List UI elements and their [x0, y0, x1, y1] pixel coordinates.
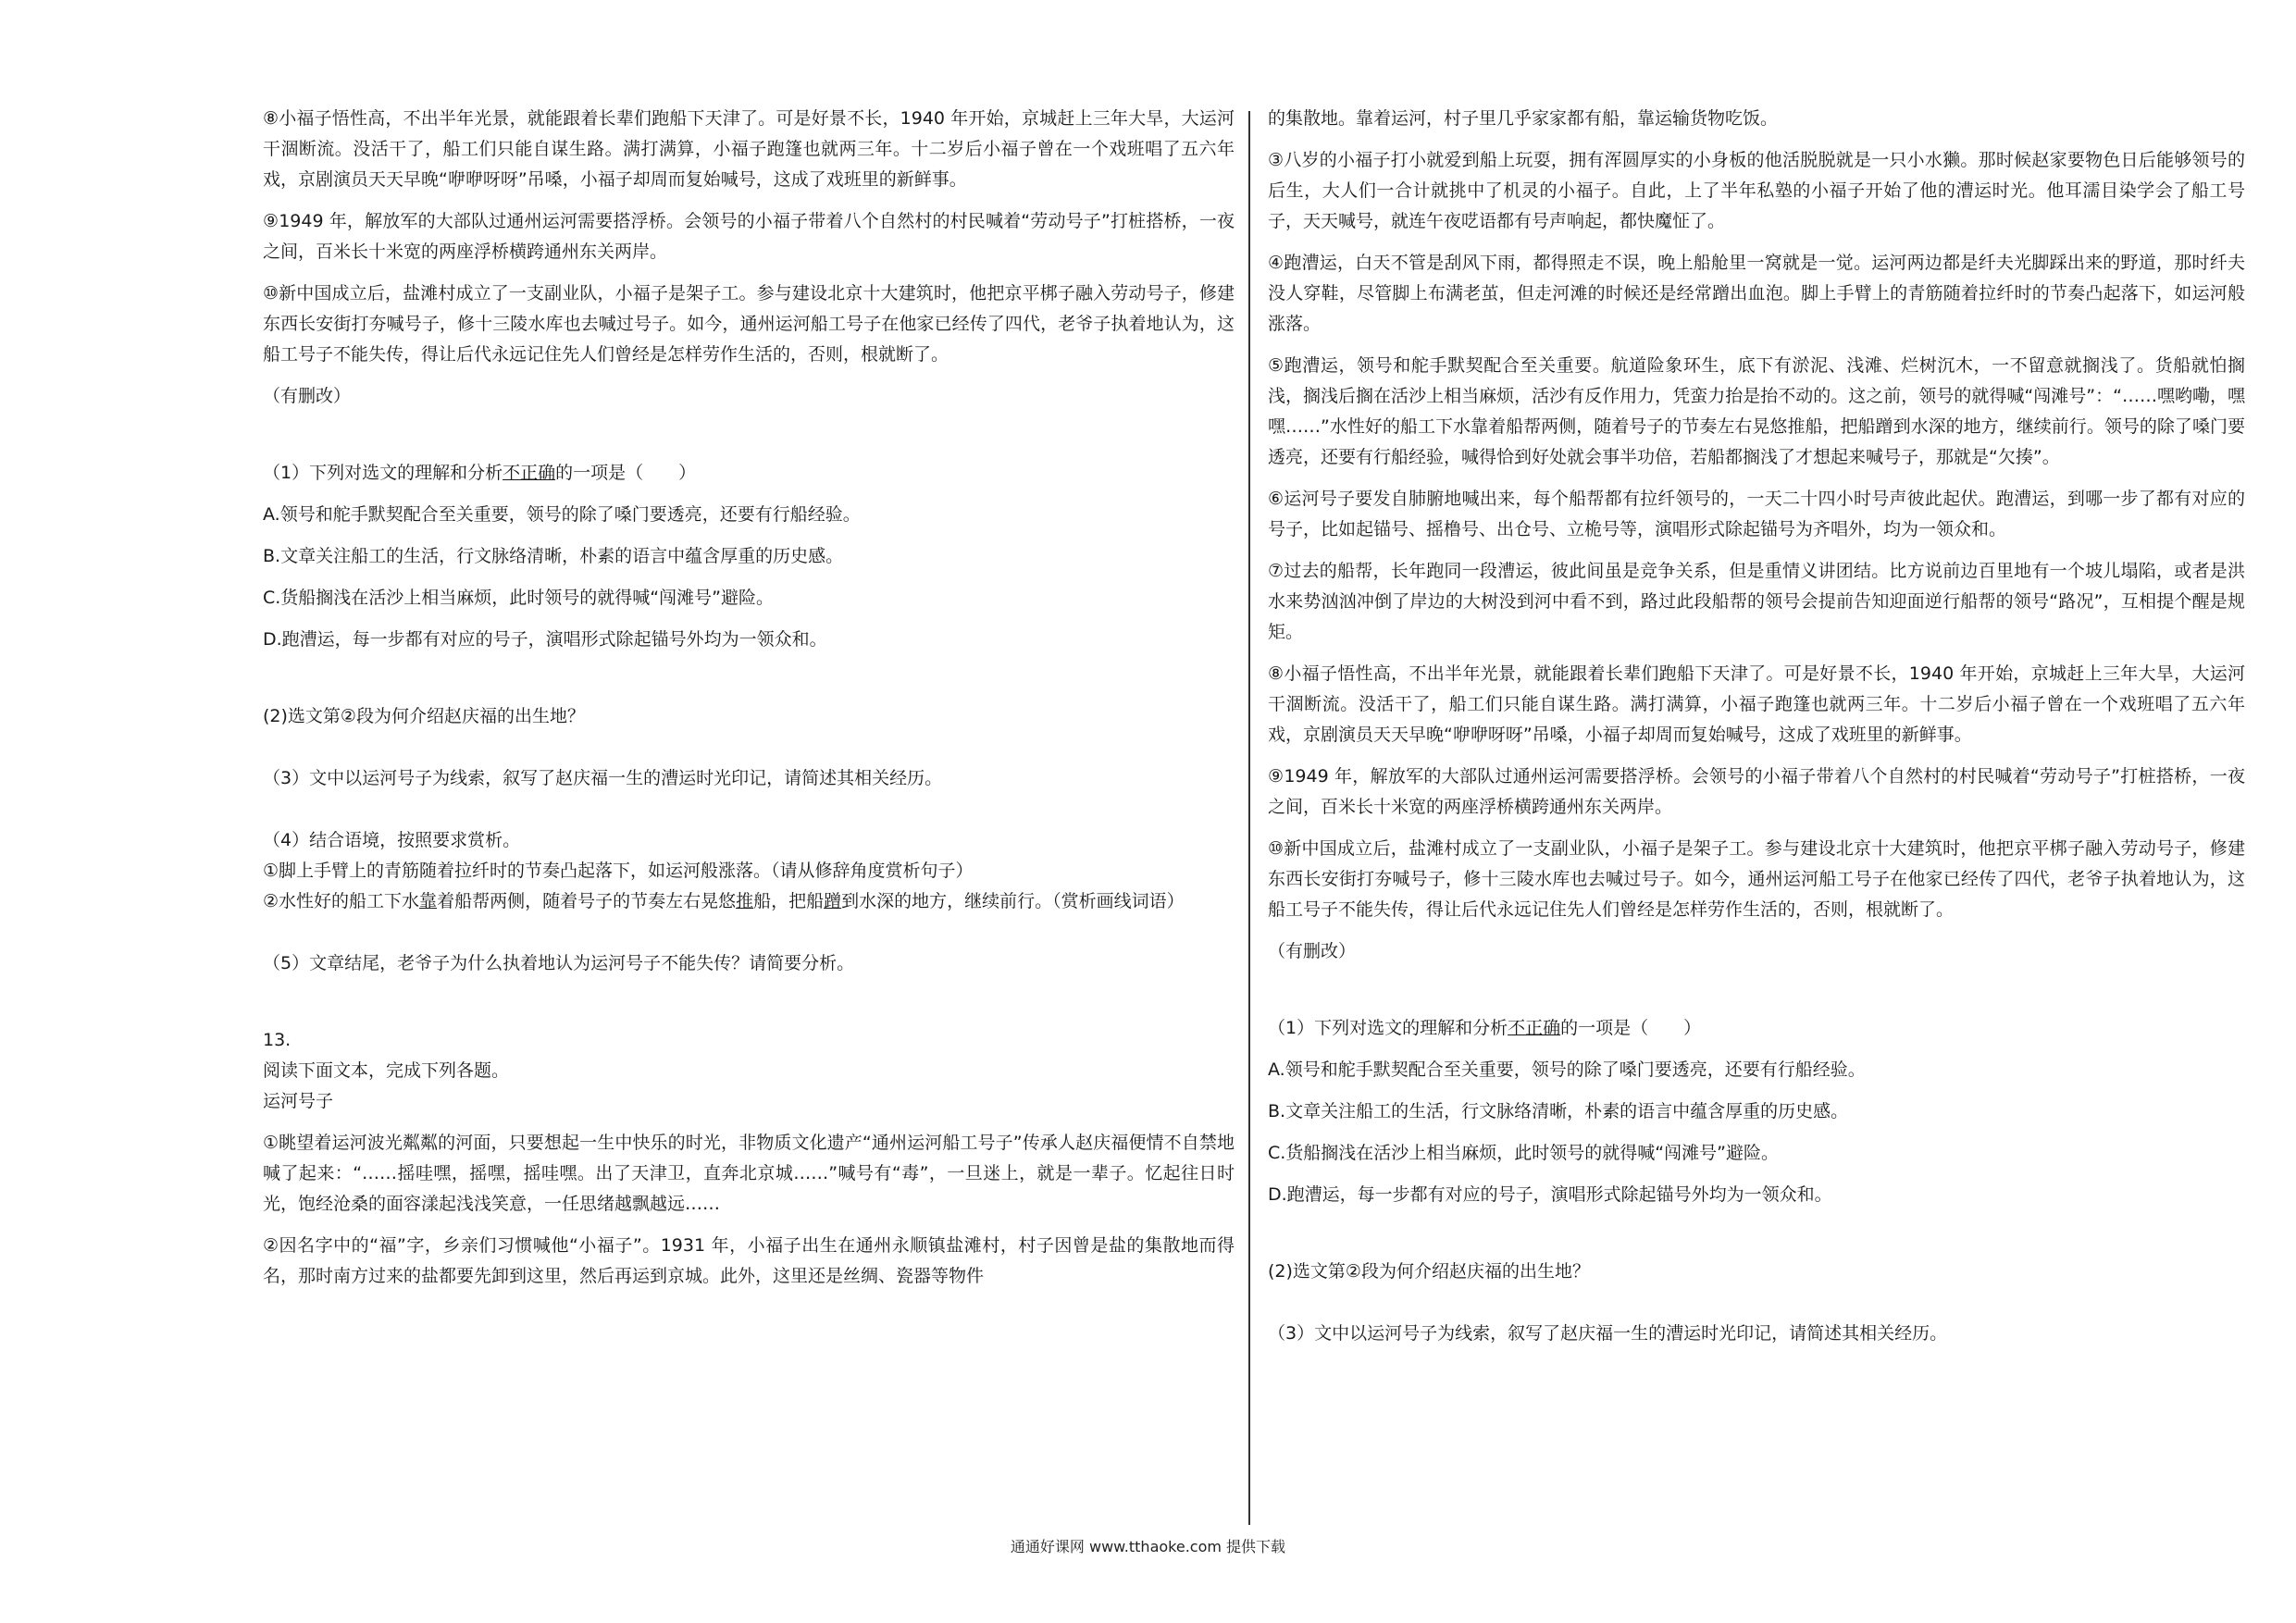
underlined-keyword: 不正确 [1508, 1018, 1561, 1038]
paragraph-2-end: 的集散地。靠着运河，村子里几乎家家都有船，靠运输货物吃饭。 [1268, 108, 1779, 129]
option-a: A.领号和舵手默契配合至关重要，领号的除了嗓门要透亮，还要有行船经验。 [263, 504, 861, 525]
instructions: 阅读下面文本，完成下列各题。 [263, 1060, 510, 1081]
option-d: D.跑漕运，每一步都有对应的号子，演唱形式除起锚号外均为一领众和。 [1268, 1184, 1832, 1205]
option-b: B.文章关注船工的生活，行文脉络清晰，朴素的语言中蕴含厚重的历史感。 [263, 546, 844, 566]
paragraph-9: ⑨1949 年，解放军的大部队过通州运河需要搭浮桥。会领号的小福子带着八个自然村的村民喊着“劳动号子”打桩搭桥，一夜之间，百米长十米宽的两座浮桥横跨通州东关两岸。 [263, 211, 1235, 262]
question-4: （4）结合语境，按照要求赏析。 [263, 830, 521, 850]
question-1: （1）下列对选文的理解和分析不正确的一项是（ ） [1268, 1018, 1702, 1038]
source-note: （有删改） [1268, 941, 1357, 961]
question-number: 13. [263, 1030, 292, 1050]
paragraph-3: ③八岁的小福子打小就爱到船上玩耍，拥有浑圆厚实的小身板的他活脱脱就是一只小水獭。那时候赵家要物色日后能够领号的后生，大人们一合计就挑中了机灵的小福子。自此，上了半年私塾的小福子开始了他的漕运时光。他耳濡目染学会了船工号子，天天喊号，就连午夜呓语都有号声响起，都快魔怔了。 [1268, 150, 2245, 231]
question-2: (2)选文第②段为何介绍赵庆福的出生地？ [263, 706, 585, 726]
option-c: C.货船搁浅在活沙上相当麻烦，此时领号的就得喊“闯滩号”避险。 [263, 588, 774, 608]
paragraph-1: ①眺望着运河波光粼粼的河面，只要想起一生中快乐的时光，非物质文化遗产“通州运河船工号子”传承人赵庆福便情不自禁地喊了起来：“……摇哇嘿，摇嘿，摇哇嘿。出了天津卫，直奔北京城……”喊号有“毒”，一旦迷上，就是一辈子。忆起往日时光，饱经沧桑的面容漾起浅浅笑意，一任思绪越飘越远…… [263, 1133, 1235, 1214]
question-3: （3）文中以运河号子为线索，叙写了赵庆福一生的漕运时光印记，请简述其相关经历。 [263, 768, 943, 788]
paragraph-8: ⑧小福子悟性高，不出半年光景，就能跟着长辈们跑船下天津了。可是好景不长，1940 年开始，京城赶上三年大旱，大运河干涸断流。没活干了，船工们只能自谋生路。满打满算，小福子跑篷也就两三年。十二岁后小福子曾在一个戏班唱了五六年戏，京剧演员天天早晚“咿咿呀呀”吊嗓，小福子却周而复始喊号，这成了戏班里的新鲜事。 [263, 108, 1235, 190]
paragraph-5: ⑤跑漕运，领号和舵手默契配合至关重要。航道险象环生，底下有淤泥、浅滩、烂树沉木，一不留意就搁浅了。货船就怕搁浅，搁浅后搁在活沙上相当麻烦，活沙有反作用力，凭蛮力抬是抬不动的。这之前，领号的就得喊“闯滩号”：“……嘿哟嘞，嘿嘿……”水性好的船工下水靠着船帮两侧，随着号子的节奏左右晃悠推船，把船蹭到水深的地方，继续前行。领号的除了嗓门要透亮，还要有行船经验，喊得恰到好处就会事半功倍，若船都搁浅了才想起来喊号子，那就是“欠揍”。 [1268, 355, 2245, 467]
right-column [1268, 104, 2245, 1360]
column-divider [1248, 111, 1250, 1525]
option-d: D.跑漕运，每一步都有对应的号子，演唱形式除起锚号外均为一领众和。 [263, 629, 827, 650]
article-title: 运河号子 [263, 1091, 334, 1111]
question-3: （3）文中以运河号子为线索，叙写了赵庆福一生的漕运时光印记，请简述其相关经历。 [1268, 1323, 1948, 1344]
option-a: A.领号和舵手默契配合至关重要，领号的除了嗓门要透亮，还要有行船经验。 [1268, 1059, 1866, 1080]
option-b: B.文章关注船工的生活，行文脉络清晰，朴素的语言中蕴含厚重的历史感。 [1268, 1101, 1849, 1121]
question-5: （5）文章结尾，老爷子为什么执着地认为运河号子不能失传？请简要分析。 [263, 953, 855, 973]
question-4-item-1: ①脚上手臂上的青筋随着拉纤时的节奏凸起落下，如运河般涨落。（请从修辞角度赏析句子） [263, 861, 974, 881]
paragraph-7: ⑦过去的船帮，长年跑同一段漕运，彼此间虽是竞争关系，但是重情义讲团结。比方说前边百里地有一个坡儿塌陷，或者是洪水来势汹汹冲倒了岸边的大树没到河中看不到，路过此段船帮的领号会提前告知迎面逆行船帮的领号“路况”，互相提个醒是规矩。 [1268, 561, 2245, 642]
page-footer: 通通好课网 www.tthaoke.com 提供下载 [1010, 1538, 1286, 1555]
paragraph-2: ②因名字中的“福”字，乡亲们习惯喊他“小福子”。1931 年，小福子出生在通州永顺镇盐滩村，村子因曾是盐的集散地而得名，那时南方过来的盐都要先卸到这里，然后再运到京城。此外，这里还是丝绸、瓷器等物件 [263, 1235, 1235, 1286]
paragraph-9: ⑨1949 年，解放军的大部队过通州运河需要搭浮桥。会领号的小福子带着八个自然村的村民喊着“劳动号子”打桩搭桥，一夜之间，百米长十米宽的两座浮桥横跨通州东关两岸。 [1268, 766, 2245, 817]
paragraph-10: ⑩新中国成立后，盐滩村成立了一支副业队，小福子是架子工。参与建设北京十大建筑时，他把京平梆子融入劳动号子，修建东西长安街打夯喊号子，修十三陵水库也去喊过号子。如今，通州运河船工号子在他家已经传了四代，老爷子执着地认为，这船工号子不能失传，得让后代永远记住先人们曾经是怎样劳作生活的，否则，根就断了。 [1268, 838, 2245, 920]
underlined-keyword: 不正确 [503, 463, 556, 483]
source-note: （有删改） [263, 386, 352, 406]
left-column [263, 104, 1235, 1303]
paragraph-6: ⑥运河号子要发自肺腑地喊出来，每个船帮都有拉纤领号的，一天二十四小时号声彼此起伏。跑漕运，到哪一步了都有对应的号子，比如起锚号、摇橹号、出仓号、立桅号等，演唱形式除起锚号为齐唱外，均为一领众和。 [1268, 489, 2245, 539]
underlined-word: 蹭 [824, 891, 842, 911]
paragraph-4: ④跑漕运，白天不管是刮风下雨，都得照走不误，晚上船舱里一窝就是一觉。运河两边都是纤夫光脚踩出来的野道，那时纤夫没人穿鞋，尽管脚上布满老茧，但走河滩的时候还是经常蹭出血泡。脚上手臂上的青筋随着拉纤时的节奏凸起落下，如运河般涨落。 [1268, 253, 2245, 334]
paragraph-10: ⑩新中国成立后，盐滩村成立了一支副业队，小福子是架子工。参与建设北京十大建筑时，他把京平梆子融入劳动号子，修建东西长安街打夯喊号子，修十三陵水库也去喊过号子。如今，通州运河船工号子在他家已经传了四代，老爷子执着地认为，这船工号子不能失传，得让后代永远记住先人们曾经是怎样劳作生活的，否则，根就断了。 [263, 283, 1235, 365]
paragraph-8: ⑧小福子悟性高，不出半年光景，就能跟着长辈们跑船下天津了。可是好景不长，1940 年开始，京城赶上三年大旱，大运河干涸断流。没活干了，船工们只能自谋生路。满打满算，小福子跑篷也就两三年。十二岁后小福子曾在一个戏班唱了五六年戏，京剧演员天天早晚“咿咿呀呀”吊嗓，小福子却周而复始喊号，这成了戏班里的新鲜事。 [1268, 663, 2245, 745]
question-2: (2)选文第②段为何介绍赵庆福的出生地？ [1268, 1261, 1590, 1282]
question-4-item-2: ②水性好的船工下水靠着船帮两侧，随着号子的节奏左右晃悠推船，把船蹭到水深的地方，继续前行。（赏析画线词语） [263, 891, 1185, 911]
underlined-word: 靠 [419, 891, 438, 911]
underlined-word: 推 [736, 891, 754, 911]
question-1: （1）下列对选文的理解和分析不正确的一项是（ ） [263, 463, 697, 483]
option-c: C.货船搁浅在活沙上相当麻烦，此时领号的就得喊“闯滩号”避险。 [1268, 1143, 1779, 1163]
